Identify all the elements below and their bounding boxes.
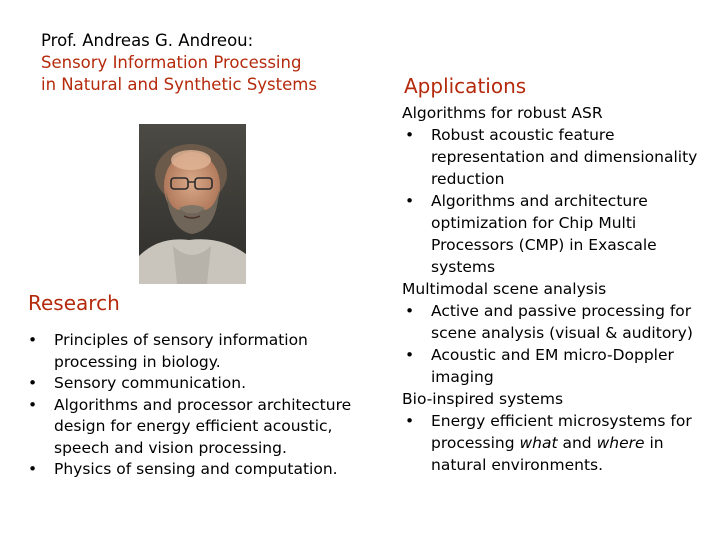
applications-item [402, 190, 712, 278]
applications-item-text: Robust acoustic feature representation and dimensionality reduction [431, 126, 698, 188]
applications-group-title: Algorithms for robust ASR [402, 104, 603, 122]
emphasis-where: where [596, 434, 645, 452]
applications-item [402, 344, 712, 388]
bullet: • [405, 412, 415, 430]
research-heading: Research [28, 291, 120, 315]
talk-title-line-1: Sensory Information Processing [41, 53, 302, 72]
research-item [28, 395, 378, 460]
bullet: • [405, 126, 415, 144]
text-segment: in natural environments. [431, 434, 664, 474]
research-list [28, 330, 378, 481]
bullet: • [28, 331, 38, 349]
research-item-text: Algorithms and processor architecture design for energy efficient acoustic, speech and vision processing. [54, 395, 352, 457]
research-item-text: Sensory communication. [54, 374, 247, 392]
talk-title-line-2: in Natural and Synthetic Systems [41, 75, 317, 94]
bullet: • [405, 302, 415, 320]
speaker-name: Prof. Andreas G. Andreou: [41, 31, 254, 50]
research-item [28, 459, 378, 481]
applications-item [402, 410, 712, 476]
applications-item-text: Algorithms and architecture optimization for Chip Multi Processors (CMP) in Exascale systems [431, 192, 657, 276]
applications-item [402, 300, 712, 344]
applications-item [402, 124, 712, 190]
bullet: • [28, 374, 38, 392]
applications-group-title: Bio-inspired systems [402, 390, 564, 408]
portrait-illustration [139, 124, 246, 284]
bullet: • [28, 395, 38, 414]
applications-heading: Applications [404, 74, 527, 98]
research-item [28, 373, 378, 395]
text-segment: Energy efficient microsystems for processing [431, 412, 692, 452]
text-segment: and [557, 434, 597, 452]
research-item-text: Physics of sensing and computation. [54, 460, 338, 478]
applications-item-text [431, 412, 692, 474]
research-item [28, 330, 378, 373]
portrait-photo [139, 124, 246, 284]
applications-group-title: Multimodal scene analysis [402, 280, 607, 298]
slide-header [41, 30, 361, 96]
bullet: • [405, 346, 415, 364]
emphasis-what: what [519, 434, 558, 452]
applications-item-text: Active and passive processing for scene analysis (visual & auditory) [431, 302, 693, 342]
applications-body [402, 102, 712, 476]
research-item-text: Principles of sensory information processing in biology. [54, 331, 308, 371]
applications-item-text: Acoustic and EM micro-Doppler imaging [431, 346, 674, 386]
bullet: • [28, 460, 38, 478]
bullet: • [405, 192, 415, 210]
